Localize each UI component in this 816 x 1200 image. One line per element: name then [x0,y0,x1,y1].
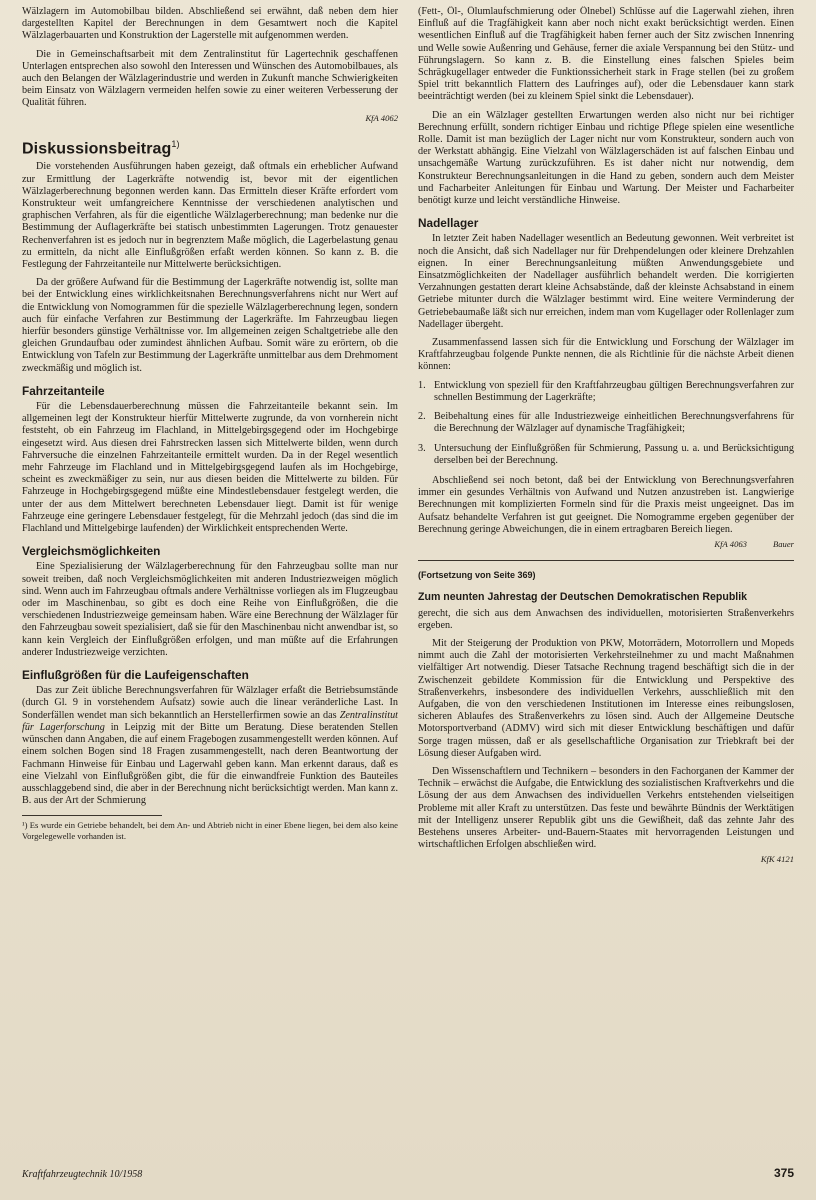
section-heading-jahrestag: Zum neunten Jahrestag der Deutschen Demokratischen Republik [418,591,748,604]
page-number: 375 [773,1166,794,1180]
einflussgroessen-paragraph [22,685,398,807]
list-text: Beibehaltung eines für alle Industriezweige einheitlichen Berechnungsverfahrens für die Berechnung der Wälzlager auf dynamische Tragfähigkeit; [434,411,794,435]
intro-paragraph-2: Die in Gemeinschaftsarbeit mit dem Zentralinstitut für Lagertechnik geschaffenen Unterlagen entsprechen also sowohl den Interessen und Wünschen des Automobilbaues, als auch den Belangen der Wälzlagerindustrie und werden in Zukunft manche Schwierigkeiten beim Einsatz von Wälzlagern vermeiden helfen sowie zu einer weiteren Verbesserung der Qualität führen. [22,48,398,109]
list-number: 2. [418,411,426,423]
column-divider [418,560,794,561]
article-code: KfK 4121 [760,854,794,865]
footnote-marker: 1) [171,138,180,149]
two-column-layout [22,6,794,1156]
section-heading-vergleich: Vergleichsmöglichkeiten [22,544,161,559]
section-heading-einflussgroessen: Einflußgrößen für die Laufeigenschaften [22,668,249,683]
continuation-note: (Fortsetzung von Seite 369) [418,570,536,581]
section-heading-fahrzeitanteile: Fahrzeitanteile [22,383,105,398]
guideline-list [418,380,794,467]
jahrestag-paragraph-1: gerecht, die sich aus dem Anwachsen des individuellen, motorisierten Straßenverkehrs ergeben. [418,607,794,631]
continued-paragraph-2: Die an ein Wälzlager gestellten Erwartungen werden also nicht nur bei richtiger Berechnung erfüllt, sondern richtiger Einbau und richtige Pflege spielen eine wesentliche Rolle. Damit ist man bezüglich der Lager nicht nur vom Konstrukteur, sondern auch von der Werkstatt abhängig. Eine Vielzahl von Wälzlagerschäden ist auf falschen Einbau und unsachgemäße Wartung zurückzuführen. Es ist daher nicht nur notwendig, dem Konstrukteur Berechnungsanleitungen in die Hand zu geben, sondern auch dem Meister und Facharbeiter Anleitungen für Einbau und Wartung. Der Meister und Facharbeiter benötigt kurze und leicht verständliche Hinweise. [418,109,794,207]
list-item [418,380,794,404]
discussion-paragraph-2: Da der größere Aufwand für die Bestimmung der Lagerkräfte notwendig ist, sollte man bei der Entwicklung eines wirklichkeitsnahen Berechnungsverfahrens nicht nur Wert auf die Entwicklung von Nomogrammen für die spezielle Wälzlagerberechnung legen, sondern auch für einfache Verfahren zur Bestimmung der Lagerkräfte. Im Fahrzeugbau liegen hierfür besonders günstige Verhältnisse vor. Im allgemeinen zeigen Schaltgetriebe alle den gleichen Grundaufbau oder zumindest ähnlichen Aufbau. Somit wäre zu erörtern, ob die Entwicklung von Tafeln zur Bestimmung der Lagerkräfte unmittelbar aus dem Drehmoment zweckmäßig und möglich ist. [22,277,398,374]
jahrestag-paragraph-2: Mit der Steigerung der Produktion von PKW, Motorrädern, Motorrollern und Mopeds nimmt auch die Zahl der motorisierten Verkehrsteilnehmer zu und macht Maßnahmen vielfältiger Art notwendig. Dieser Tatsache Rechnung tragend beschäftigt sich die in der Zwischenzeit gebildete Kommission für die Entwicklung und Perspektive des Straßenverkehrs, insbesondere des individuellen Verkehrs, ausschließlich mit den Aufgaben, die von den verschiedenen Institutionen im Interesse eines reibungslosen, sicheren Ablaufes des Straßenverkehrs zu lösen sind. Auch der Allgemeine Deutsche Motorsportverband (ADMV) wird sich mit dieser Entwicklung beschäftigen und dafür Sorge tragen müssen, daß er als gesellschaftliche Organisation zur Triebkraft bei der Lösung dieser Aufgaben wird. [418,637,794,759]
footnote-text: ¹) Es wurde ein Getriebe behandelt, bei dem An- und Abtrieb nicht in einer Ebene liegen, bei dem also keine Vorgelegewelle vorhanden ist. [22,820,398,841]
continued-paragraph-1: (Fett-, Öl-, Ölumlaufschmierung oder Ölnebel) Schlüsse auf die Lagerwahl ziehen, ihren Einfluß auf die Tragfähigkeit kann aber noch nicht exakt berücksichtigt werden. Einen wesentlichen Einfluß auf die Tragfähigkeit haben ferner auch der Sitz zwischen Innenring und Welle sowie Außenring und Gehäuse, ferner die axiale Verspannung bei den Stütz- und Führungslagern. So kann z. B. die Einstellung eines falschen Spieles beim Schrägkugellager entweder die Funktionssicherheit stark in Frage stellen (bei zu großem Spiel tritt bekanntlich Flattern des Laufringes auf), oder die Lebensdauer kann stark beeinträchtigt werden (bei zu kleinem Spiel sinkt die Lebensdauer). [418,6,794,103]
list-text: Entwicklung von speziell für den Kraftfahrzeugbau gültigen Berechnungsverfahren zur schnellen Bestimmung der Lagerkräfte; [434,379,794,403]
jahrestag-signature [418,853,794,865]
article-code: KfA 4063 [714,538,747,549]
vergleich-paragraph: Eine Spezialisierung der Wälzlagerberechnung für den Fahrzeugbau sollte man nur soweit treiben, daß noch Vergleichsmöglichkeiten mit anderen Industriezweigen möglich sind. Wenn auch im Fahrzeugbau oftmals andere Verhältnisse vorliegen als im Flugzeugbau oder im Maschinenbau, so gibt es doch eine Reihe von Einflußgrößen, die die verschiedenen Industriezweige gemeinsam haben. Wäre eine Berechnung der Wälzlager für den Fahrzeugbau soweit spezialisiert, daß sie für den Maschinenbau nicht anwendbar ist, so kann kein Vergleich der Einflußgrößen erfolgen, und man müßte auf die Erfahrungen anderer Industriezweige verzichten. [22,561,398,658]
nadellager-paragraph-3: Abschließend sei noch betont, daß bei der Entwicklung von Berechnungsverfahren immer ein gesundes Verhältnis von Aufwand und Nutzen anzustreben ist. Langwierige Berechnungen mit komplizierten Formeln sind für die Praxis meist ungeeignet. Das im Aufsatz behandelte Verfahren ist gut geeignet. Die Nomogramme ergeben gegenüber der Berechnung geringe Abweichungen, die in einem ertragbaren Bereich liegen. [418,474,794,535]
section-heading-nadellager: Nadellager [418,216,479,231]
list-number: 1. [418,379,426,391]
article-signature [22,112,398,124]
fahrzeitanteile-paragraph: Für die Lebensdauerberechnung müssen die Fahrzeitanteile bekannt sein. Im allgemeinen legt der Konstrukteur hierfür Mittelwerte zugrunde, da von vornherein nicht feststeht, ob ein Fahrzeug im Flachland, in Mittelgebirgsgegend oder im Hochgebirge eingesetzt wird. Aus diesen drei Fahrstrecken lassen sich Mittelwerte bilden, wenn durch Fahrversuche die einzelnen Fahrzeitanteile ermittelt wurden. Da in der Regel wesentlich mehr Fahrzeuge im Flachland und in Mittelgebirgsgegend laufen als im Hochgebirge, scheint es zweckmäßiger zu sein, nur aus diesen beiden die Mittelwerte zu bilden. Für Fahrzeuge in Hochgebirgsgegend müßte eine Mindestlebensdauer festgelegt werden, die unter der aus dem Mittelwert berechneten Lebensdauer liegt. Damit ist für wenige Fahrzeuge eine geringere Lebensdauer festgelegt, für die Mehrzahl jedoch (das sind die im Flachland und Mittelgebirge laufenden) der Wirklichkeit entsprechenden Werte. [22,401,398,535]
intro-paragraph-1: Wälzlagern im Automobilbau bilden. Abschließend sei erwähnt, daß neben dem hier dargestellten Kapitel der Berechnungen in dem Gesamtwert noch die Kapitel Wälzlagerbauarten und Konstruktion der Lagerstelle mit aufgenommen werden. [22,6,398,42]
institute-name: Zentralinstitut für Lagerforschung [22,709,398,733]
discussion-signature [418,538,794,550]
discussion-paragraph-1: Die vorstehenden Ausführungen haben gezeigt, daß oftmals ein erheblicher Aufwand zur Ermittlung der Lagerkräfte notwendig ist, bevor mit der eigentlichen Wälzlagerberechnung begonnen werden kann. Das Ermitteln dieser Kräfte erfordert vom Konstrukteur weit umfangreichere Kenntnisse der verschiedenen analytischen und graphischen Verfahren, als für die eigentliche Wälzlagerberechnung; man bedenke nur die Bestimmung der Auflagerkräfte bei statisch unbestimmten Lagerungen. Trotz genauester Rechenverfahren ist es jedoch nur in begrenztem Maße möglich, die Lagerbelastung genau zu ermitteln, da nicht alle Einflußgrößen erfaßt werden können. So kann z. B. die Festlegung der Fahrzeitanteile nur Mittelwerte berücksichtigen. [22,161,398,270]
right-column [418,6,794,1156]
jahrestag-paragraph-3: Den Wissenschaftlern und Technikern – besonders in den Fachorganen der Kammer der Technik – erwächst die Aufgabe, die Entwicklung des sozialistischen Kraftverkehrs und die Lösung der aus dem Anwachsen des individuellen Verkehrs entstehenden vielseitigen Probleme mit aller Kraft zu unterstützen. Das feste und bewährte Bündnis der Werktätigen mit der Intelligenz unserer Republik gibt uns die Gewißheit, daß das zehnte Jahr des Bestehens unseres Arbeiter- und-Bauern-Staates mit hervorragenden Leistungen und wirtschaftlichen Erfolgen abschließen wird. [418,765,794,851]
section-heading-diskussionsbeitrag [22,138,398,156]
paragraph-text-part: in Leipzig mit der Bitte um Beratung. Diese beratenden Stellen wünschen dann Angaben, die auf einem Fragebogen zusammengestellt werden können. Auf einem solchen Bogen sind 18 Fragen zusammengestellt, nach deren Beantwortung der Fachmann Hinweise für Einbau und Lagerwahl geben kann. Man erkennt daraus, daß es eine Vielzahl von Einflußgrößen gibt, die für die einwandfreie Funktion des Bauteiles ausschlaggebend sind, die aber in der Berechnung nicht berücksichtigt werden. Man kann z. B. aus der Art der Schmierung [22,721,398,807]
list-number: 3. [418,442,426,454]
author-name: Bauer [772,538,794,549]
nadellager-paragraph-1: In letzter Zeit haben Nadellager wesentlich an Bedeutung gewonnen. Weit verbreitet ist noch die Ansicht, daß sich Nadellager nur für Drehpendelungen oder kleinere Drehzahlen eignen. In einer Berechnungsanleitung müßten Anwendungsgebiete und Einsatzmöglichkeiten der Nadellager ausführlich behandelt werden. Die korrigierten Verzahnungen gestatten derart kleine Achsabstände, daß der kleinste Achsabstand in einem Getriebe mitunter durch die Wälzlager bestimmt wird. Eine weitere Verminderung der Getriebebaumaße läßt sich nur erreichen, indem man vom Kugellager oder Rollenlager zum Nadellager übergeht. [418,233,794,330]
paragraph-text-part: Das zur Zeit übliche Berechnungsverfahren für Wälzlager erfaßt die Betriebsumstände (durch Gl. 9 in vorstehendem Aufsatz) sowie auch die linear veränderliche Last. In Sonderfällen wendet man sich bekanntlich an Herstellerfirmen sowie an das [22,685,398,721]
nadellager-paragraph-2: Zusammenfassend lassen sich für die Entwicklung und Forschung der Wälzlager im Kraftfahrzeugbau folgende Punkte nennen, die als Richtlinie für die nächste Arbeit dienen können: [418,337,794,373]
heading-text: Diskussionsbeitrag [22,140,172,158]
left-column [22,6,398,1156]
list-item [418,443,794,467]
journal-issue: Kraftfahrzeugtechnik 10/1958 [22,1169,143,1180]
list-item [418,411,794,435]
page-footer [22,1166,794,1180]
list-text: Untersuchung der Einflußgrößen für Schmierung, Passung u. a. und Berücksichtigung derselben bei der Berechnung. [434,442,794,466]
article-code: KfA 4062 [365,112,398,123]
